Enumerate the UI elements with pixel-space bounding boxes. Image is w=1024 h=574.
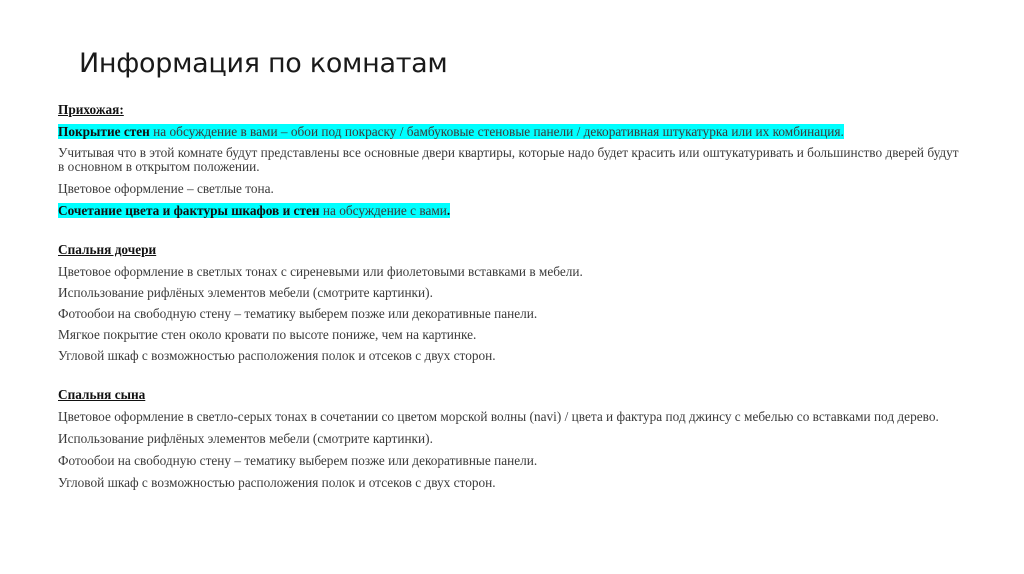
list-item: Угловой шкаф с возможностью расположения полок и отсеков с двух сторон. [58,348,496,363]
combo-end: . [446,203,451,218]
walls-text: на обсуждение в вами – обои под покраску / бамбуковые стеновые панели / декоративная штукатурка или их комбинация. [149,124,844,139]
section-heading-daughter-bedroom: Спальня дочери [58,242,157,257]
section-heading-son-bedroom: Спальня сына [58,387,146,402]
highlight [58,124,844,139]
list-item: Фотообои на свободную стену – тематику выберем позже или декоративные панели. [58,453,538,468]
walls-label: Покрытие стен [58,124,150,139]
content-body [58,103,968,490]
section-heading-hallway: Прихожая: [58,102,124,117]
hallway-combo-paragraph [58,204,968,218]
list-item: Использование рифлёных элементов мебели (смотрите картинки). [58,431,433,446]
list-item: Фотообои на свободную стену – тематику выберем позже или декоративные панели. [58,306,538,321]
combo-text: на обсуждение с вами [319,203,447,218]
combo-label: Сочетание цвета и фактуры шкафов и стен [58,203,320,218]
list-item: Цветовое оформление в светло-серых тонах в сочетании со цветом морской волны (navi) / цвета и фактура под джинсу с мебелью со вставками под дерево. [58,409,939,424]
page-title: Информация по комнатам [79,48,448,79]
hallway-color-paragraph: Цветовое оформление – светлые тона. [58,181,274,196]
hallway-walls-paragraph [58,125,968,139]
list-item: Мягкое покрытие стен около кровати по высоте пониже, чем на картинке. [58,327,477,342]
highlight [58,203,450,218]
list-item: Угловой шкаф с возможностью расположения полок и отсеков с двух сторон. [58,475,496,490]
hallway-doors-paragraph: Учитывая что в этой комнате будут представлены все основные двери квартиры, которые надо будет красить или оштукатуривать и большинство дверей будут в основном в открытом положении. [58,145,959,174]
list-item: Использование рифлёных элементов мебели (смотрите картинки). [58,285,433,300]
list-item: Цветовое оформление в светлых тонах с сиреневыми или фиолетовыми вставками в мебели. [58,264,583,279]
